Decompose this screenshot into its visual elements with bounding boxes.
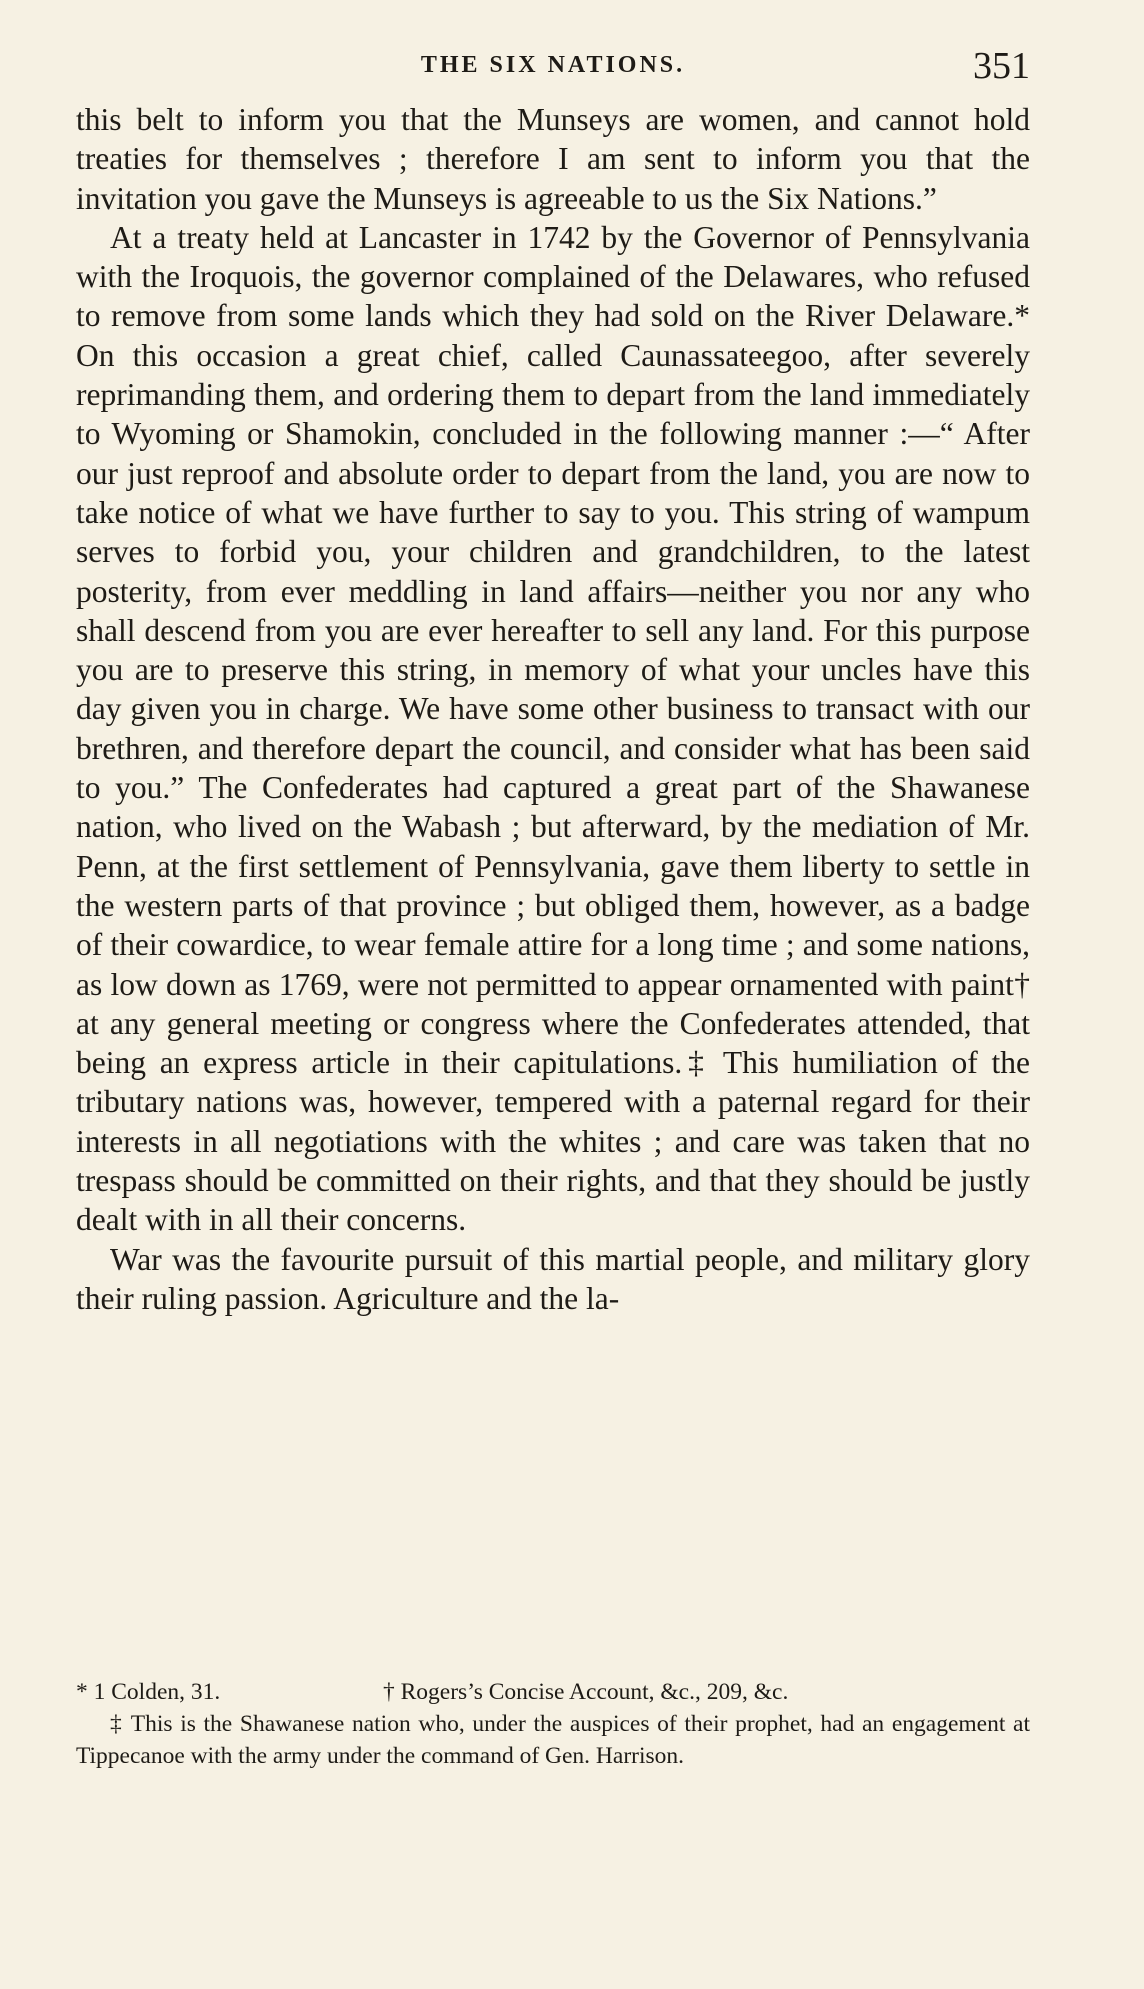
footnotes [76, 1676, 1030, 1772]
paragraph-continued: this belt to inform you that the Munseys are women, and cannot hold treaties for themselves ; therefore I am sent to inform you that the invitation you gave the Munseys is agreeable to us the Six Nations.” [76, 102, 1030, 216]
page-number: 351 [973, 45, 1030, 87]
body-text [76, 100, 1030, 1318]
paragraph-war: War was the favourite pursuit of this martial people, and military glory their ruling passion. Agriculture and the la- [76, 1241, 1030, 1316]
footnote-rogers: † Rogers’s Concise Account, &c., 209, &c. [383, 1679, 789, 1705]
running-head [76, 44, 1030, 87]
footnote-row [76, 1676, 1030, 1708]
footnote-colden: * 1 Colden, 31. [76, 1679, 221, 1705]
paragraph-lancaster-treaty: At a treaty held at Lancaster in 1742 by the Governor of Pennsylvania with the Iroquois, the governor complained of the Delawares, who refused to remove from some lands which they had sold on the River Delaware.* On this occasion a great chief, called Caunassateegoo, after severely reprimanding them, and ordering them to depart from the land immediately to Wyoming or Shamokin, concluded in the following manner :—“ After our just reproof and absolute order to depart from the land, you are now to take notice of what we have further to say to you. This string of wampum serves to forbid you, your children and grandchildren, to the latest posterity, from ever meddling in land affairs—neither you nor any who shall descend from you are ever hereafter to sell any land. For this purpose you are to preserve this string, in memory of what your uncles have this day given you in charge. We have some other business to transact with our brethren, and therefore depart the council, and consider what has been said to you.” The Confederates had captured a great part of the Shawanese nation, who lived on the Wabash ; but afterward, by the mediation of Mr. Penn, at the first settlement of Pennsylvania, gave them liberty to settle in the western parts of that province ; but obliged them, however, as a badge of their cowardice, to wear female attire for a long time ; and some nations, as low down as 1769, were not permitted to appear ornamented with paint† at any general meeting or congress where the Confederates attended, that being an express article in their capitulations.‡ This humiliation of the tributary nations was, however, tempered with a paternal regard for their interests in all negotiations with the whites ; and care was taken that no trespass should be committed on their rights, and that they should be justly dealt with in all their concerns. [76, 219, 1030, 1238]
running-title: THE SIX NATIONS. [420, 52, 686, 78]
footnote-shawanese-text: ‡ This is the Shawanese nation who, under the auspices of their prophet, had an engagement at Tippecanoe with the army under the command of Gen. Harrison. [76, 1711, 1030, 1769]
footnote-shawanese [76, 1708, 1030, 1772]
